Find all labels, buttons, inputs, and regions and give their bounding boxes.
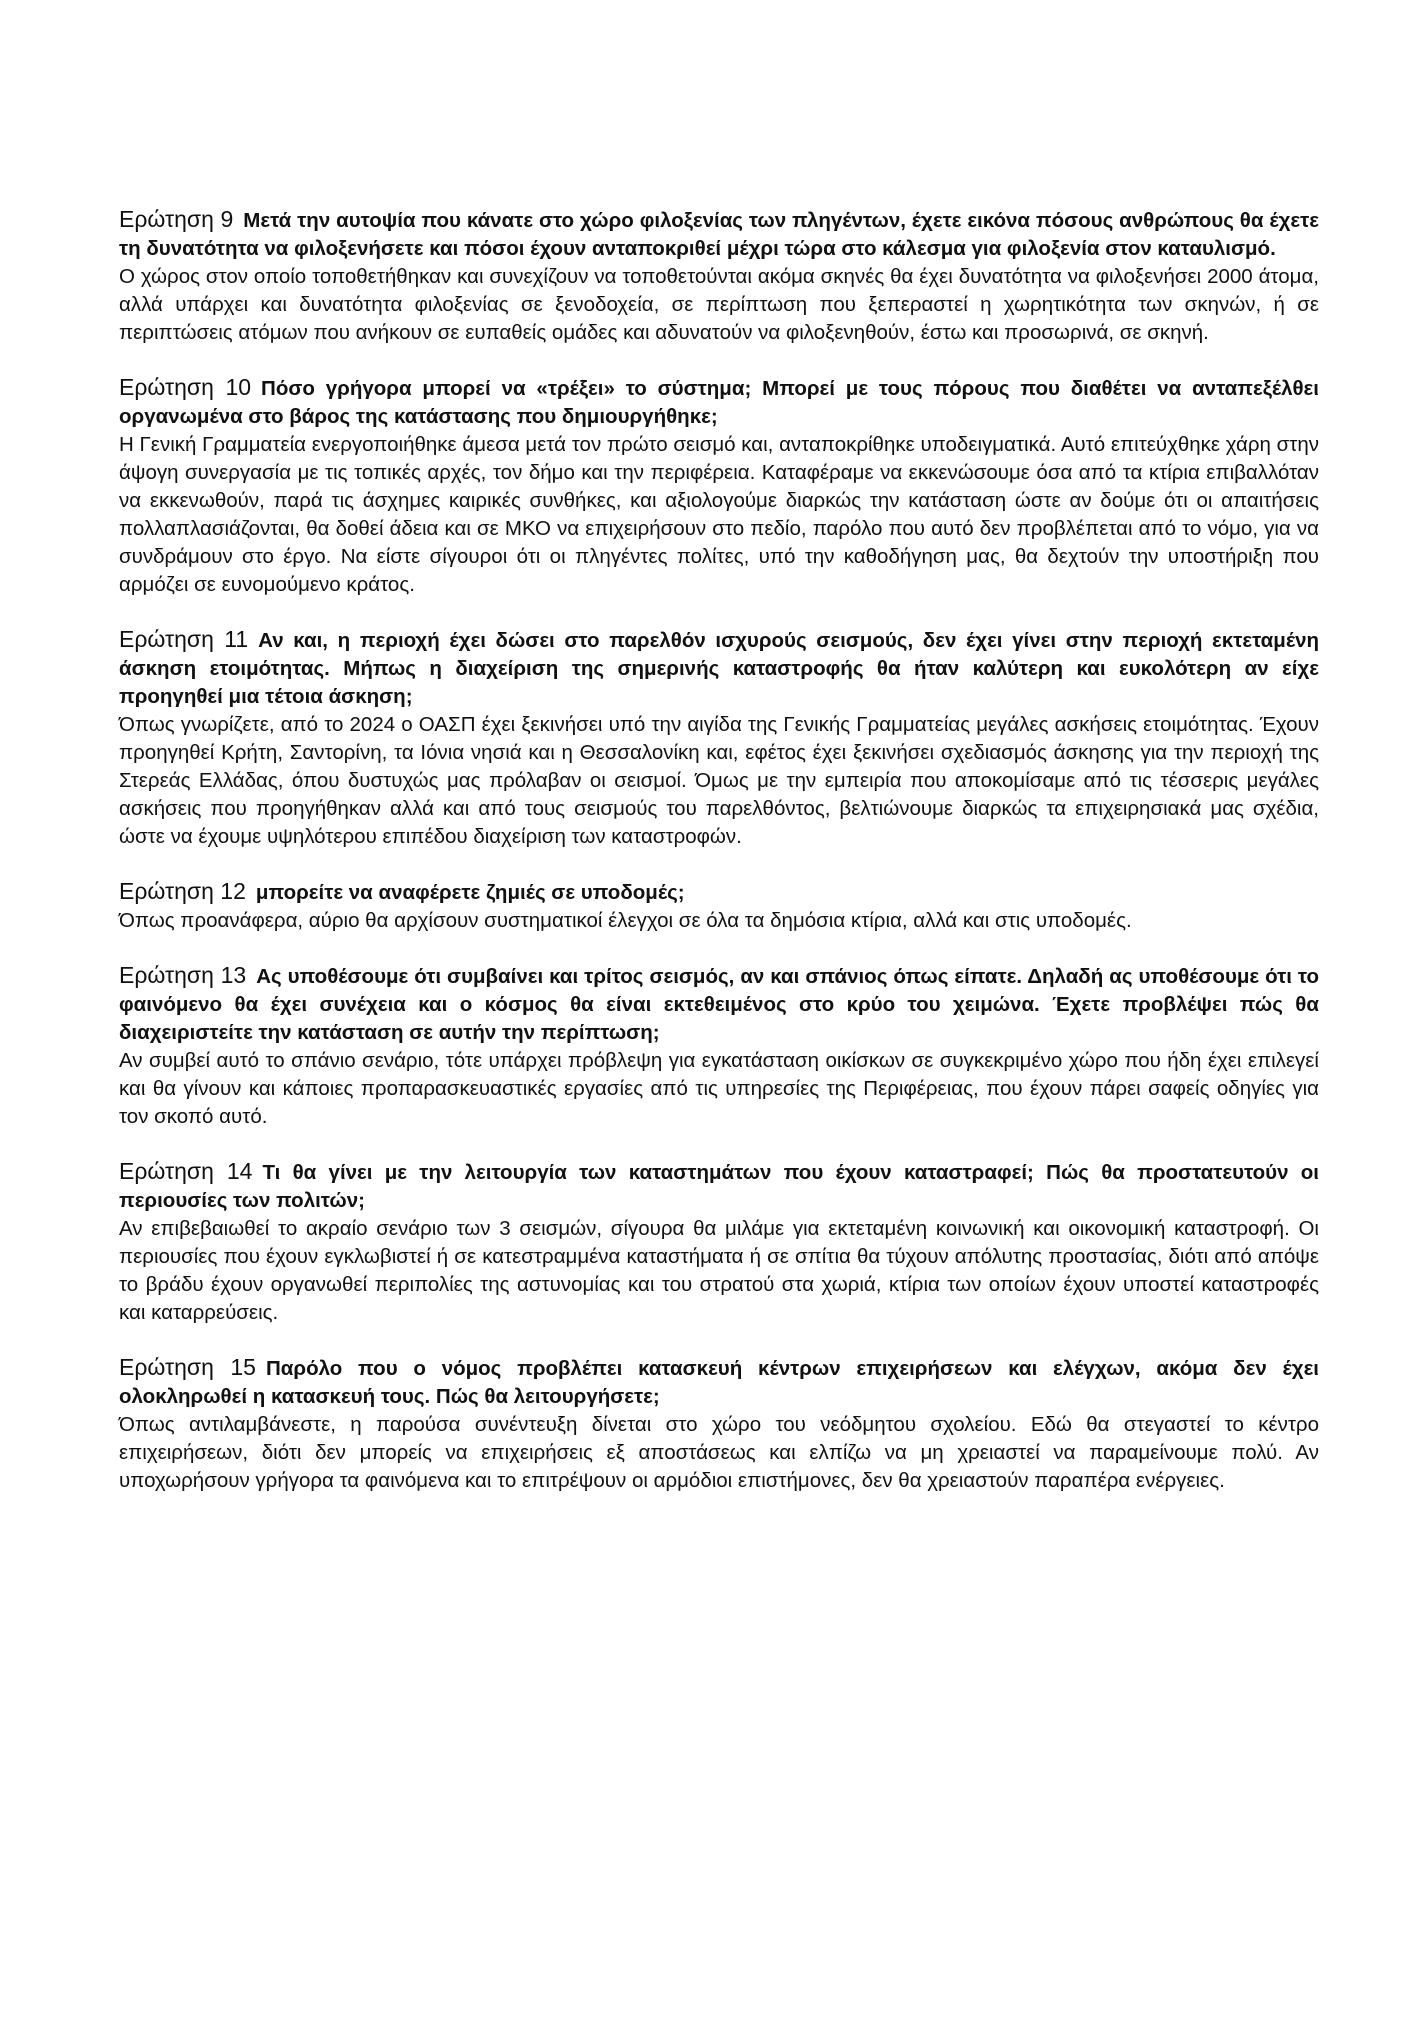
answer-9: Ο χώρος στον οποίο τοποθετήθηκαν και συνεχίζουν να τοποθετούνται ακόμα σκηνές θα έχει δυνατότητα να φιλοξενήσει 2000 άτομα, αλλά υπάρχει και δυνατότητα φιλοξενίας σε ξενοδοχεία, σε περίπτωση που ξεπεραστεί η χωρητικότητα των σκηνών, ή σε περιπτώσεις ατόμων που ανήκουν σε ευπαθείς ομάδες και αδυνατούν να φιλοξενηθούν, έστω και προσωρινά, σε σκηνή. — [119, 265, 1319, 344]
question-text: Τι θα γίνει με την λειτουργία των καταστημάτων που έχουν καταστραφεί; Πώς θα προστατευτούν οι περιουσίες των πολιτών; — [119, 1161, 1319, 1212]
question-text: Αν και, η περιοχή έχει δώσει στο παρελθόν ισχυρούς σεισμούς, δεν έχει γίνει στην περιοχή εκτεταμένη άσκηση ετοιμότητας. Μήπως η διαχείριση της σημερινής καταστροφής θα ήταν καλύτερη και ευκολότερη αν είχε προηγηθεί μια τέτοια άσκηση; — [119, 629, 1319, 708]
question-label: Ερώτηση 15 — [119, 1354, 256, 1380]
answer-11: Όπως γνωρίζετε, από το 2024 ο ΟΑΣΠ έχει ξεκινήσει υπό την αιγίδα της Γενικής Γραμματείας μεγάλες ασκήσεις ετοιμότητας. Έχουν προηγηθεί Κρήτη, Σαντορίνη, τα Ιόνια νησιά και η Θεσσαλονίκη και, εφέτος έχει ξεκινήσει σχεδιασμός άσκησης για την περιοχή της Στερεάς Ελλάδας, όπου δυστυχώς μας πρόλαβαν οι σεισμοί. Όμως με την εμπειρία που αποκομίσαμε από τις τέσσερις μεγάλες ασκήσεις που προηγήθηκαν αλλά και από τους σεισμούς του παρελθόντος, βελτιώνουμε διαρκώς τα επιχειρησιακά μας σχέδια, ώστε να έχουμε υψηλότερου επιπέδου διαχείριση των καταστροφών. — [119, 713, 1319, 848]
question-text: Πόσο γρήγορα μπορεί να «τρέξει» το σύστημα; Μπορεί με τους πόρους που διαθέτει να ανταπεξέλθει οργανωμένα στο βάρος της κατάστασης που δημιουργήθηκε; — [119, 377, 1319, 428]
question-label: Ερώτηση 11 — [119, 626, 249, 652]
question-label: Ερώτηση 14 — [119, 1158, 253, 1184]
answer-12: Όπως προανάφερα, αύριο θα αρχίσουν συστηματικοί έλεγχοι σε όλα τα δημόσια κτίρια, αλλά και στις υποδομές. — [119, 909, 1132, 932]
question-11 — [119, 625, 1319, 711]
question-text: μπορείτε να αναφέρετε ζημιές σε υποδομές; — [255, 881, 685, 904]
qa-item-14 — [119, 1157, 1319, 1327]
qa-item-9 — [119, 205, 1319, 347]
question-14 — [119, 1157, 1319, 1215]
qa-item-10 — [119, 373, 1319, 599]
question-12 — [119, 877, 1319, 907]
question-13 — [119, 961, 1319, 1047]
question-label: Ερώτηση 9 — [119, 206, 234, 232]
question-text: Παρόλο που ο νόμος προβλέπει κατασκευή κέντρων επιχειρήσεων και ελέγχων, ακόμα δεν έχει ολοκληρωθεί η κατασκευή τους. Πώς θα λειτουργήσετε; — [119, 1357, 1319, 1408]
answer-15: Όπως αντιλαμβάνεστε, η παρούσα συνέντευξη δίνεται στο χώρο του νεόδμητου σχολείου. Εδώ θα στεγαστεί το κέντρο επιχειρήσεων, διότι δεν μπορείς να επιχειρήσεις εξ αποστάσεως και ελπίζω να μη χρειαστεί να παραμείνουμε πολύ. Αν υποχωρήσουν γρήγορα τα φαινόμενα και το επιτρέψουν οι αρμόδιοι επιστήμονες, δεν θα χρειαστούν παραπέρα ενέργειες. — [119, 1413, 1319, 1492]
question-9 — [119, 205, 1319, 263]
question-label: Ερώτηση 10 — [119, 374, 252, 400]
qa-item-11 — [119, 625, 1319, 851]
question-label: Ερώτηση 13 — [119, 962, 247, 988]
question-text: Ας υποθέσουμε ότι συμβαίνει και τρίτος σεισμός, αν και σπάνιος όπως είπατε. Δηλαδή ας υποθέσουμε ότι το φαινόμενο θα έχει συνέχεια και ο κόσμος θα είναι εκτεθειμένος στο κρύο του χειμώνα. Έχετε προβλέψει πώς θα διαχειριστείτε την κατάσταση σε αυτήν την περίπτωση; — [119, 965, 1319, 1044]
qa-item-15 — [119, 1353, 1319, 1495]
question-label: Ερώτηση 12 — [119, 878, 246, 904]
question-text: Μετά την αυτοψία που κάνατε στο χώρο φιλοξενίας των πληγέντων, έχετε εικόνα πόσους ανθρώπους θα έχετε τη δυνατότητα να φιλοξενήσετε και πόσοι έχουν ανταποκριθεί μέχρι τώρα στο κάλεσμα για φιλοξενία στον καταυλισμό. — [119, 209, 1319, 260]
answer-13: Αν συμβεί αυτό το σπάνιο σενάριο, τότε υπάρχει πρόβλεψη για εγκατάσταση οικίσκων σε συγκεκριμένο χώρο που ήδη έχει επιλεγεί και θα γίνουν και κάποιες προπαρασκευαστικές εργασίες από τις υπηρεσίες της Περιφέρειας, που έχουν πάρει σαφείς οδηγίες για τον σκοπό αυτό. — [119, 1049, 1319, 1128]
qa-item-12 — [119, 877, 1319, 935]
document-page — [119, 205, 1319, 1521]
answer-10: Η Γενική Γραμματεία ενεργοποιήθηκε άμεσα μετά τον πρώτο σεισμό και, ανταποκρίθηκε υποδειγματικά. Αυτό επιτεύχθηκε χάρη στην άψογη συνεργασία με τις τοπικές αρχές, τον δήμο και την περιφέρεια. Καταφέραμε να εκκενώσουμε όσα από τα κτίρια επιβαλλόταν να εκκενωθούν, παρά τις άσχημες καιρικές συνθήκες, και αξιολογούμε διαρκώς την κατάσταση ώστε αν δούμε ότι οι απαιτήσεις πολλαπλασιάζονται, θα δοθεί άδεια και σε ΜΚΟ να επιχειρήσουν στο πεδίο, παρόλο που αυτό δεν προβλέπεται από το νόμο, για να συνδράμουν στο έργο. Να είστε σίγουροι ότι οι πληγέντες πολίτες, υπό την καθοδήγηση μας, θα δεχτούν την υποστήριξη που αρμόζει σε ευνομούμενο κράτος. — [119, 433, 1319, 596]
question-15 — [119, 1353, 1319, 1411]
answer-14: Αν επιβεβαιωθεί το ακραίο σενάριο των 3 σεισμών, σίγουρα θα μιλάμε για εκτεταμένη κοινωνική και οικονομική καταστροφή. Οι περιουσίες που έχουν εγκλωβιστεί ή σε κατεστραμμένα καταστήματα ή σε σπίτια θα τύχουν απόλυτης προστασίας, διότι από απόψε το βράδυ έχουν οργανωθεί περιπολίες της αστυνομίας και του στρατού στα χωριά, κτίρια των οποίων έχουν υποστεί καταστροφές και καταρρεύσεις. — [119, 1217, 1319, 1324]
question-10 — [119, 373, 1319, 431]
qa-item-13 — [119, 961, 1319, 1131]
